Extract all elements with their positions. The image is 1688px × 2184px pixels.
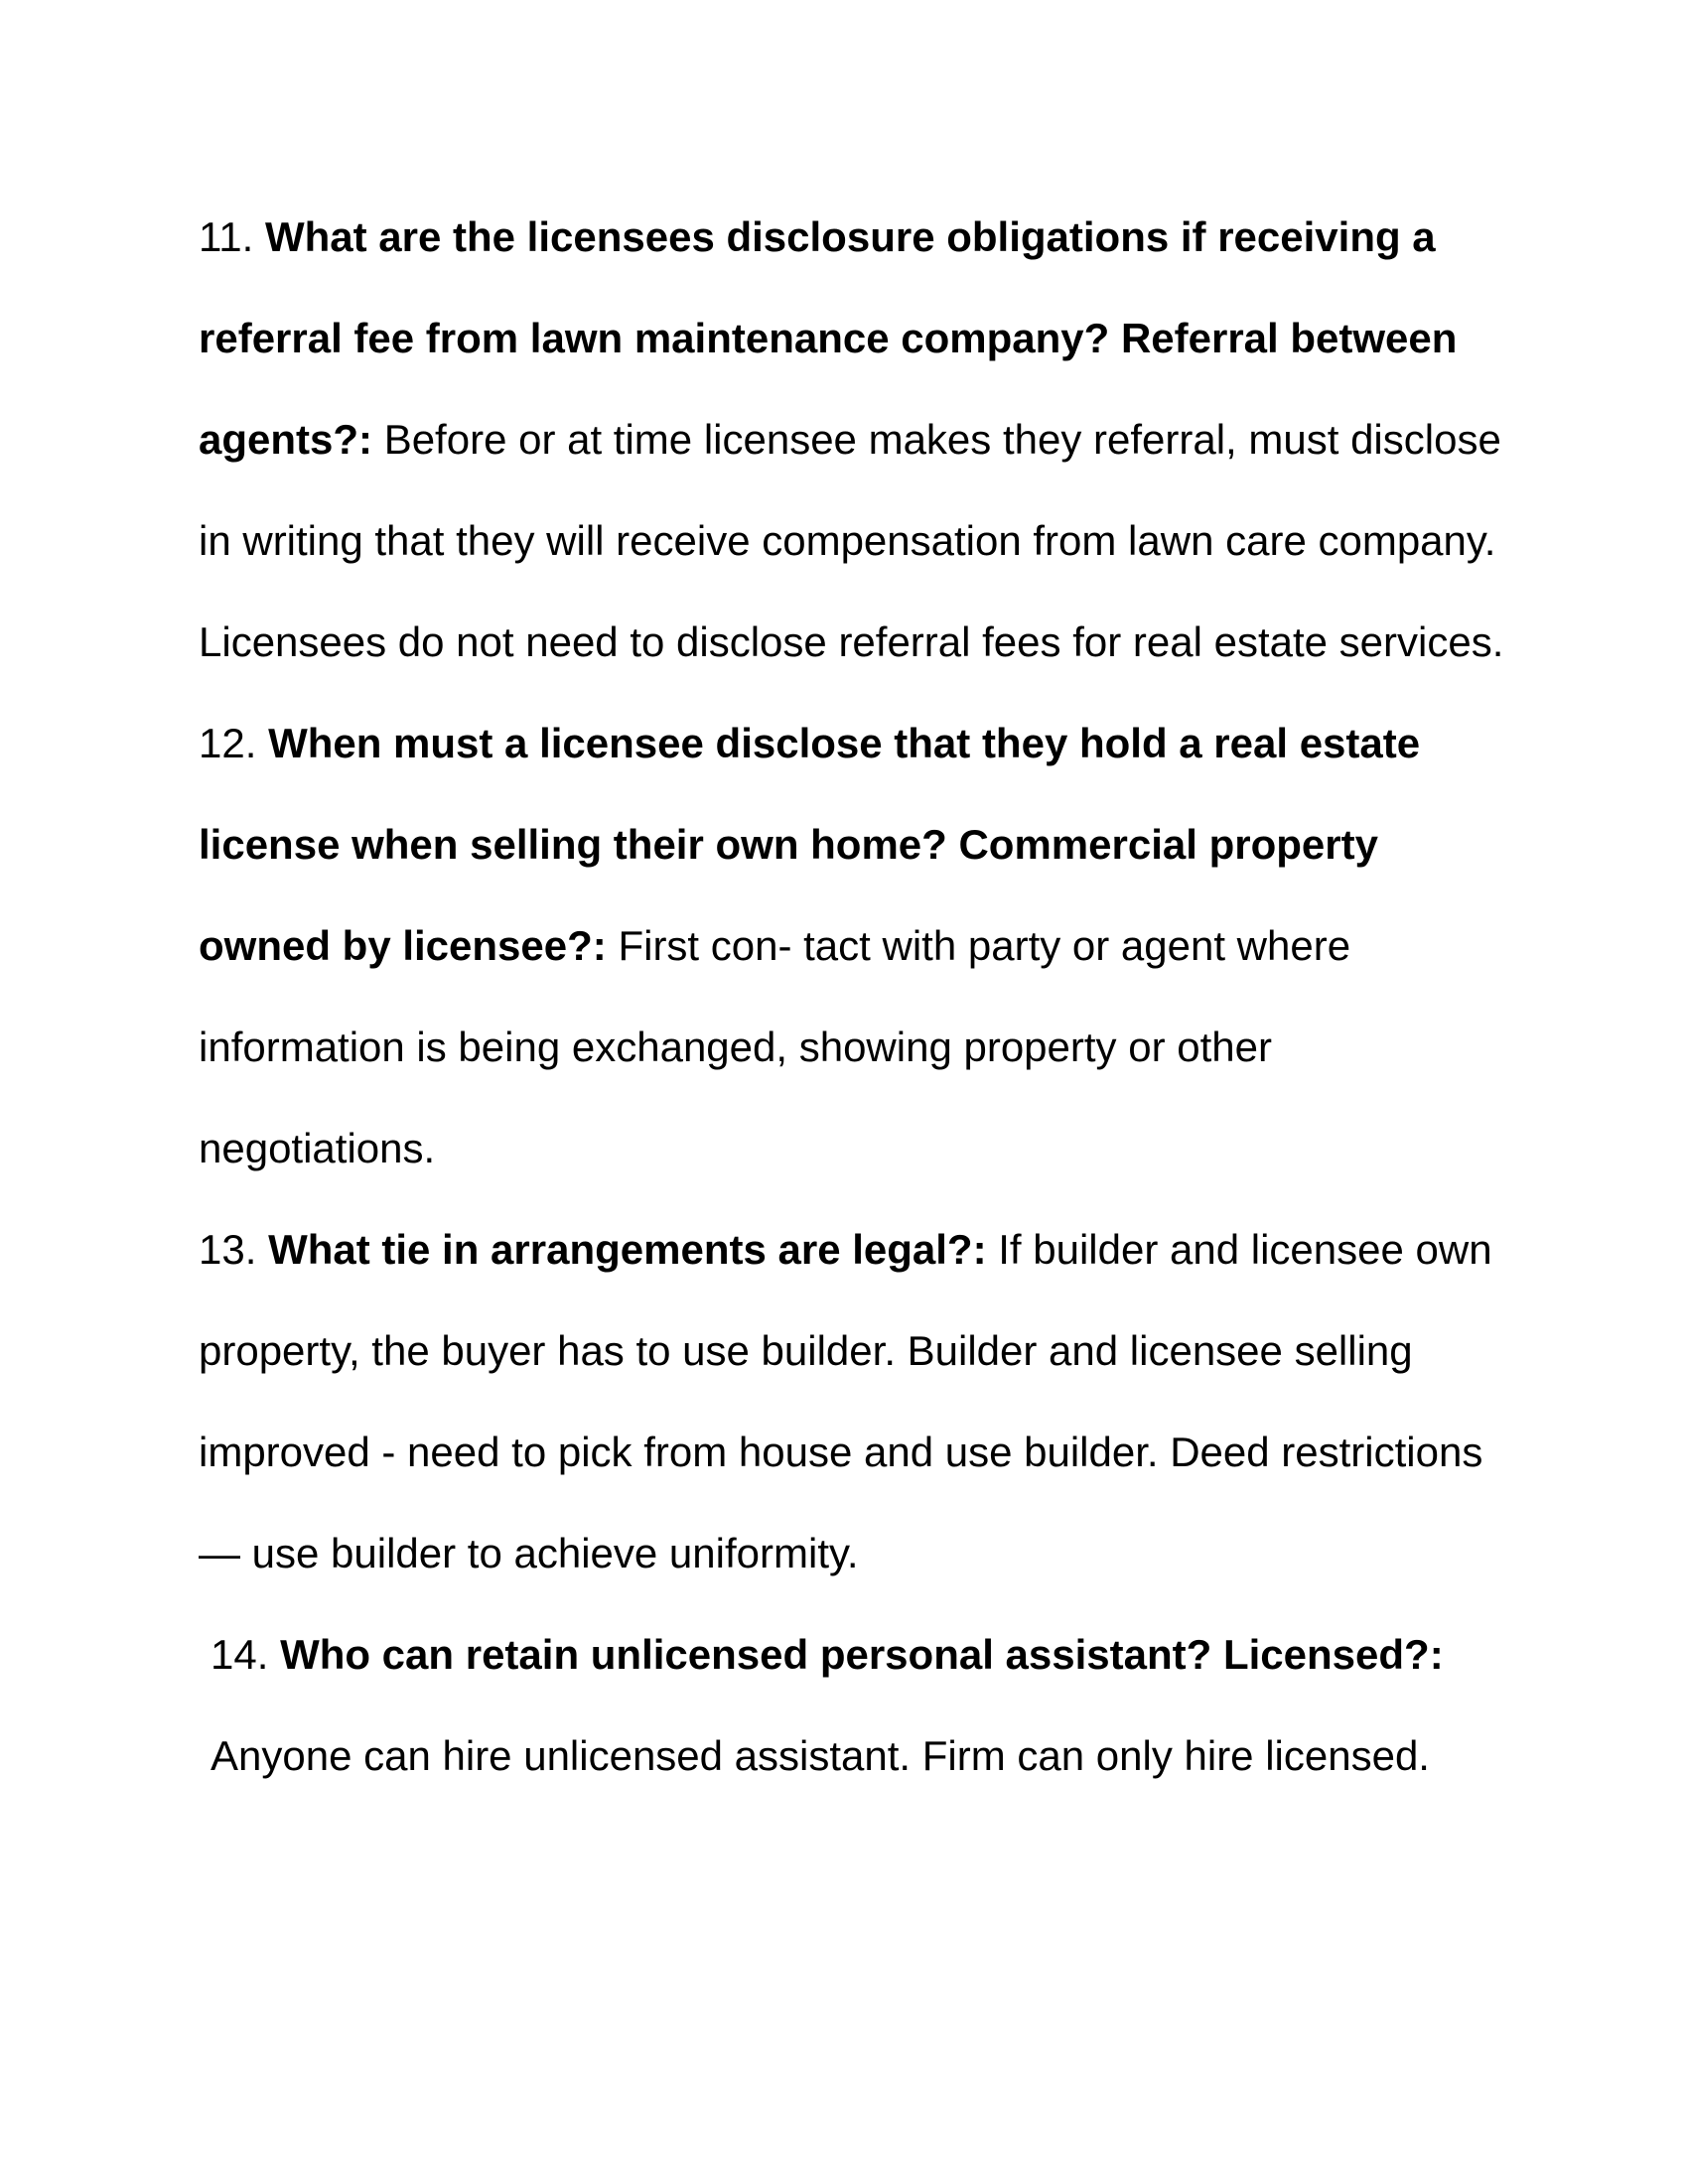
- question-text: What are the licensees disclosure obligations if receiving a referral fee from lawn maintenance company? Referral between agents?:: [199, 213, 1458, 463]
- question-text: When must a licensee disclose that they hold a real estate license when selling their own home? Commercial property owned by licensee?:: [199, 720, 1421, 969]
- item-number: 11.: [199, 213, 254, 260]
- answer-text: Before or at time licensee makes they referral, must disclose in writing that they will receive compensation from lawn care company. Licensees do not need to disclose referral fees for real estate services.: [199, 416, 1504, 665]
- answer-text: First con- tact with party or agent where information is being exchanged, showing property or other negotiations.: [199, 922, 1351, 1171]
- question-text: Who can retain unlicensed personal assistant? Licensed?:: [280, 1631, 1444, 1678]
- answer-text: If builder and licensee own property, the buyer has to use builder. Builder and licensee selling improved - need to pick from house and use builder. Deed restrictions — use builder to achieve uniformity.: [199, 1226, 1492, 1576]
- document-page: [199, 187, 1519, 1807]
- qa-item-14: [199, 1604, 1519, 1807]
- question-text: What tie in arrangements are legal?:: [268, 1226, 987, 1273]
- answer-text: Anyone can hire unlicensed assistant. Firm can only hire licensed.: [211, 1732, 1430, 1779]
- item-number: 12.: [199, 720, 257, 766]
- qa-item-11: [199, 187, 1519, 693]
- item-number: 14.: [211, 1631, 269, 1678]
- qa-item-12: [199, 693, 1519, 1199]
- item-number: 13.: [199, 1226, 257, 1273]
- qa-item-13: [199, 1199, 1519, 1604]
